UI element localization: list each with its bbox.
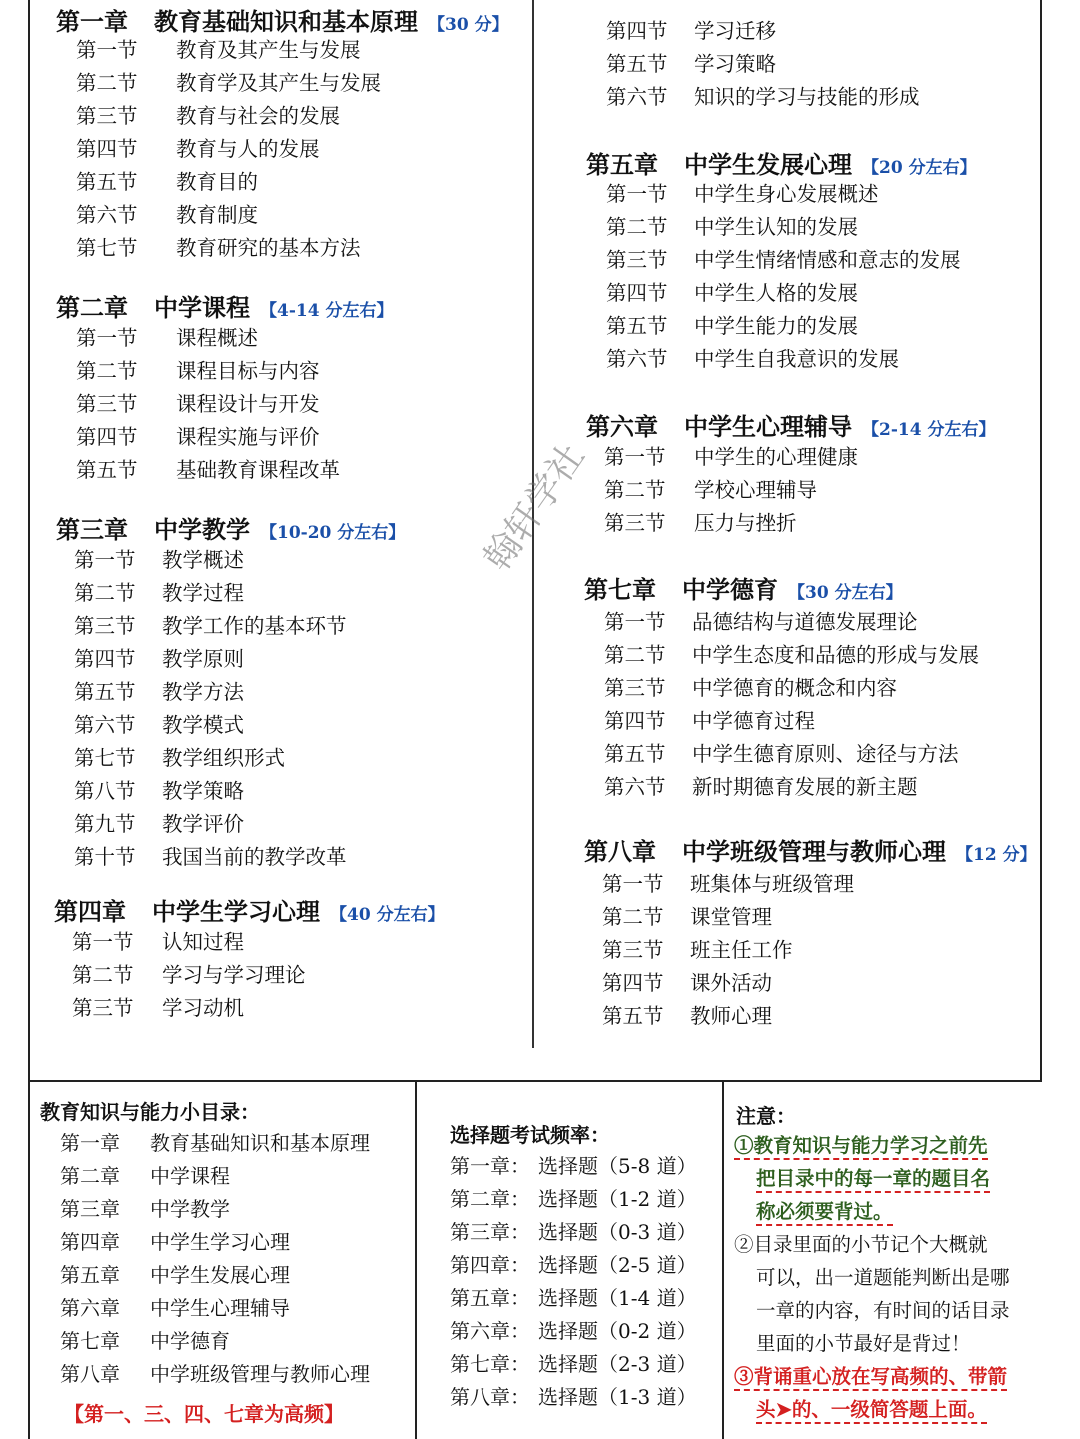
chapter-score: 【12 分】 <box>956 845 1037 865</box>
note-line: 称必须要背过。 <box>756 1196 893 1226</box>
section-name: 中学生认知的发展 <box>694 215 858 239</box>
summary-title: 教育知识与能力小目录： <box>40 1100 260 1124</box>
chapter-title <box>56 288 393 323</box>
section-number: 第二节 <box>76 359 138 383</box>
frequency-chapter: 第三章： <box>450 1220 530 1244</box>
section-number: 第四节 <box>74 647 136 671</box>
page-border-left <box>28 0 30 1439</box>
frequency-chapter: 第六章： <box>450 1319 530 1343</box>
frequency-count: 选择题（1-4 道） <box>538 1286 697 1310</box>
chapter-title <box>56 510 405 545</box>
section-name: 品德结构与道德发展理论 <box>692 610 918 634</box>
watermark: 翰轩学社 <box>476 436 593 579</box>
frequency-chapter: 第二章： <box>450 1187 530 1211</box>
chapter-name: 中学生发展心理 <box>684 150 852 179</box>
summary-chapter-name: 教育基础知识和基本原理 <box>150 1131 370 1155</box>
section-name: 教育与人的发展 <box>176 137 320 161</box>
frequency-chapter: 第四章： <box>450 1253 530 1277</box>
section-number: 第一节 <box>72 930 134 954</box>
section-name: 学习策略 <box>694 52 776 76</box>
section-name: 我国当前的教学改革 <box>162 845 347 869</box>
summary-chapter-number: 第六章 <box>60 1296 120 1320</box>
section-name: 中学德育的概念和内容 <box>692 676 897 700</box>
frequency-count: 选择题（0-3 道） <box>538 1220 697 1244</box>
chapter-name: 教育基础知识和基本原理 <box>154 7 418 36</box>
section-name: 教育制度 <box>176 203 258 227</box>
section-number: 第四节 <box>602 971 664 995</box>
note-line: 把目录中的每一章的题目名 <box>756 1163 990 1193</box>
summary-chapter-number: 第一章 <box>60 1131 120 1155</box>
section-number: 第一节 <box>604 610 666 634</box>
chapter-score: 【20 分左右】 <box>862 158 977 178</box>
section-name: 教学评价 <box>162 812 244 836</box>
section-name: 教学模式 <box>162 713 244 737</box>
section-number: 第九节 <box>74 812 136 836</box>
chapter-number: 第八章 <box>584 837 656 866</box>
chapter-number: 第一章 <box>56 7 128 36</box>
section-name: 教育学及其产生与发展 <box>176 71 381 95</box>
chapter-name: 中学生心理辅导 <box>684 412 852 441</box>
note-line: 一章的内容，有时间的话目录 <box>756 1299 1010 1322</box>
summary-chapter-number: 第四章 <box>60 1230 120 1254</box>
summary-chapter-number: 第二章 <box>60 1164 120 1188</box>
section-name: 中学生自我意识的发展 <box>694 347 899 371</box>
section-number: 第六节 <box>606 347 668 371</box>
section-name: 课程目标与内容 <box>176 359 320 383</box>
chapter-score: 【4-14 分左右】 <box>260 301 394 321</box>
note-line: 里面的小节最好是背过！ <box>756 1332 971 1355</box>
section-name: 课堂管理 <box>690 905 772 929</box>
section-name: 中学生身心发展概述 <box>694 182 879 206</box>
section-number: 第十节 <box>74 845 136 869</box>
frequency-count: 选择题（1-2 道） <box>538 1187 697 1211</box>
chapter-name: 中学课程 <box>154 293 250 322</box>
section-number: 第三节 <box>604 676 666 700</box>
section-number: 第二节 <box>604 478 666 502</box>
chapter-name: 中学德育 <box>682 575 778 604</box>
summary-chapter-number: 第七章 <box>60 1329 120 1353</box>
frequency-chapter: 第一章： <box>450 1154 530 1178</box>
chapter-number: 第四章 <box>54 897 126 926</box>
chapter-number: 第七章 <box>584 575 656 604</box>
section-number: 第二节 <box>74 581 136 605</box>
section-number: 第二节 <box>76 71 138 95</box>
summary-chapter-name: 中学生心理辅导 <box>150 1296 290 1320</box>
chapter-name: 中学教学 <box>154 515 250 544</box>
section-name: 教学概述 <box>162 548 244 572</box>
chapter-score: 【30 分左右】 <box>788 583 903 603</box>
section-name: 教育研究的基本方法 <box>176 236 361 260</box>
section-number: 第三节 <box>76 104 138 128</box>
chapter-title <box>584 570 903 605</box>
chapter-number: 第五章 <box>586 150 658 179</box>
bottom-section-top-border <box>28 1080 1042 1082</box>
section-name: 中学生能力的发展 <box>694 314 858 338</box>
chapter-score: 【40 分左右】 <box>330 905 445 925</box>
section-number: 第二节 <box>604 643 666 667</box>
note-line: 头➤的、一级简答题上面。 <box>756 1394 987 1424</box>
section-number: 第一节 <box>602 872 664 896</box>
frequency-count: 选择题（2-3 道） <box>538 1352 697 1376</box>
section-name: 教学工作的基本环节 <box>162 614 347 638</box>
chapter-number: 第六章 <box>586 412 658 441</box>
frequency-count: 选择题（0-2 道） <box>538 1319 697 1343</box>
notes-title: 注意： <box>736 1104 796 1128</box>
section-number: 第五节 <box>602 1004 664 1028</box>
frequency-chapter: 第八章： <box>450 1385 530 1409</box>
section-name: 压力与挫折 <box>694 511 797 535</box>
section-number: 第三节 <box>74 614 136 638</box>
note-line: ①教育知识与能力学习之前先 <box>734 1130 988 1160</box>
section-number: 第五节 <box>76 170 138 194</box>
section-number: 第三节 <box>602 938 664 962</box>
summary-chapter-name: 中学班级管理与教师心理 <box>150 1362 370 1386</box>
chapter-score: 【30 分】 <box>428 15 509 35</box>
section-number: 第八节 <box>74 779 136 803</box>
chapter-number: 第二章 <box>56 293 128 322</box>
frequency-count: 选择题（2-5 道） <box>538 1253 697 1277</box>
section-name: 教学方法 <box>162 680 244 704</box>
section-number: 第五节 <box>74 680 136 704</box>
summary-chapter-number: 第八章 <box>60 1362 120 1386</box>
frequency-chapter: 第五章： <box>450 1286 530 1310</box>
section-name: 学习迁移 <box>694 19 776 43</box>
section-number: 第一节 <box>74 548 136 572</box>
summary-chapter-name: 中学教学 <box>150 1197 230 1221</box>
section-name: 中学生的心理健康 <box>694 445 858 469</box>
summary-chapter-name: 中学德育 <box>150 1329 230 1353</box>
section-name: 课程概述 <box>176 326 258 350</box>
chapter-title <box>56 2 509 37</box>
summary-chapter-name: 中学课程 <box>150 1164 230 1188</box>
section-name: 班主任工作 <box>690 938 793 962</box>
section-number: 第二节 <box>72 963 134 987</box>
section-number: 第一节 <box>76 38 138 62</box>
section-name: 班集体与班级管理 <box>690 872 854 896</box>
high-frequency-note: 【第一、三、四、七章为高频】 <box>64 1402 344 1426</box>
section-number: 第三节 <box>72 996 134 1020</box>
chapter-score: 【2-14 分左右】 <box>862 420 996 440</box>
frequency-count: 选择题（1-3 道） <box>538 1385 697 1409</box>
section-name: 教学策略 <box>162 779 244 803</box>
note-line: ③背诵重心放在写高频的、带箭 <box>734 1361 1007 1391</box>
chapter-name: 中学班级管理与教师心理 <box>682 837 946 866</box>
summary-chapter-name: 中学生发展心理 <box>150 1263 290 1287</box>
section-number: 第六节 <box>76 203 138 227</box>
note-line: 可以，出一道题能判断出是哪 <box>756 1266 1010 1289</box>
section-number: 第六节 <box>604 775 666 799</box>
section-name: 中学德育过程 <box>692 709 815 733</box>
section-number: 第三节 <box>76 392 138 416</box>
section-number: 第三节 <box>604 511 666 535</box>
chapter-title <box>586 145 977 180</box>
section-name: 学习与学习理论 <box>162 963 306 987</box>
chapter-title <box>584 832 1037 867</box>
section-name: 认知过程 <box>162 930 244 954</box>
section-number: 第六节 <box>74 713 136 737</box>
section-number: 第五节 <box>604 742 666 766</box>
section-number: 第一节 <box>604 445 666 469</box>
frequency-count: 选择题（5-8 道） <box>538 1154 697 1178</box>
section-number: 第五节 <box>606 314 668 338</box>
section-name: 教师心理 <box>690 1004 772 1028</box>
frequency-title: 选择题考试频率： <box>450 1123 610 1147</box>
box-separator-2 <box>722 1080 724 1439</box>
section-number: 第四节 <box>606 19 668 43</box>
section-number: 第一节 <box>606 182 668 206</box>
section-name: 课外活动 <box>690 971 772 995</box>
section-number: 第四节 <box>606 281 668 305</box>
section-number: 第五节 <box>606 52 668 76</box>
section-number: 第四节 <box>76 425 138 449</box>
section-number: 第三节 <box>606 248 668 272</box>
section-name: 中学生态度和品德的形成与发展 <box>692 643 979 667</box>
section-name: 中学生德育原则、途径与方法 <box>692 742 959 766</box>
section-name: 中学生人格的发展 <box>694 281 858 305</box>
summary-chapter-name: 中学生学习心理 <box>150 1230 290 1254</box>
section-name: 教学组织形式 <box>162 746 285 770</box>
section-name: 教育目的 <box>176 170 258 194</box>
section-name: 学校心理辅导 <box>694 478 817 502</box>
section-number: 第四节 <box>76 137 138 161</box>
section-number: 第七节 <box>74 746 136 770</box>
chapter-name: 中学生学习心理 <box>152 897 320 926</box>
section-number: 第二节 <box>606 215 668 239</box>
section-number: 第四节 <box>604 709 666 733</box>
section-number: 第七节 <box>76 236 138 260</box>
section-number: 第五节 <box>76 458 138 482</box>
section-number: 第二节 <box>602 905 664 929</box>
section-name: 教育及其产生与发展 <box>176 38 361 62</box>
section-name: 中学生情绪情感和意志的发展 <box>694 248 961 272</box>
summary-chapter-number: 第三章 <box>60 1197 120 1221</box>
section-name: 知识的学习与技能的形成 <box>694 85 920 109</box>
chapter-number: 第三章 <box>56 515 128 544</box>
box-separator-1 <box>415 1080 417 1439</box>
section-number: 第六节 <box>606 85 668 109</box>
chapter-title <box>54 892 445 927</box>
chapter-title <box>586 407 995 442</box>
section-name: 教育与社会的发展 <box>176 104 340 128</box>
frequency-chapter: 第七章： <box>450 1352 530 1376</box>
summary-chapter-number: 第五章 <box>60 1263 120 1287</box>
section-name: 课程实施与评价 <box>176 425 320 449</box>
note-line: ②目录里面的小节记个大概就 <box>734 1233 988 1256</box>
section-number: 第一节 <box>76 326 138 350</box>
chapter-score: 【10-20 分左右】 <box>260 523 406 543</box>
section-name: 基础教育课程改革 <box>176 458 340 482</box>
section-name: 教学过程 <box>162 581 244 605</box>
section-name: 课程设计与开发 <box>176 392 320 416</box>
section-name: 学习动机 <box>162 996 244 1020</box>
section-name: 教学原则 <box>162 647 244 671</box>
section-name: 新时期德育发展的新主题 <box>692 775 918 799</box>
page-border-right <box>1040 0 1042 1080</box>
